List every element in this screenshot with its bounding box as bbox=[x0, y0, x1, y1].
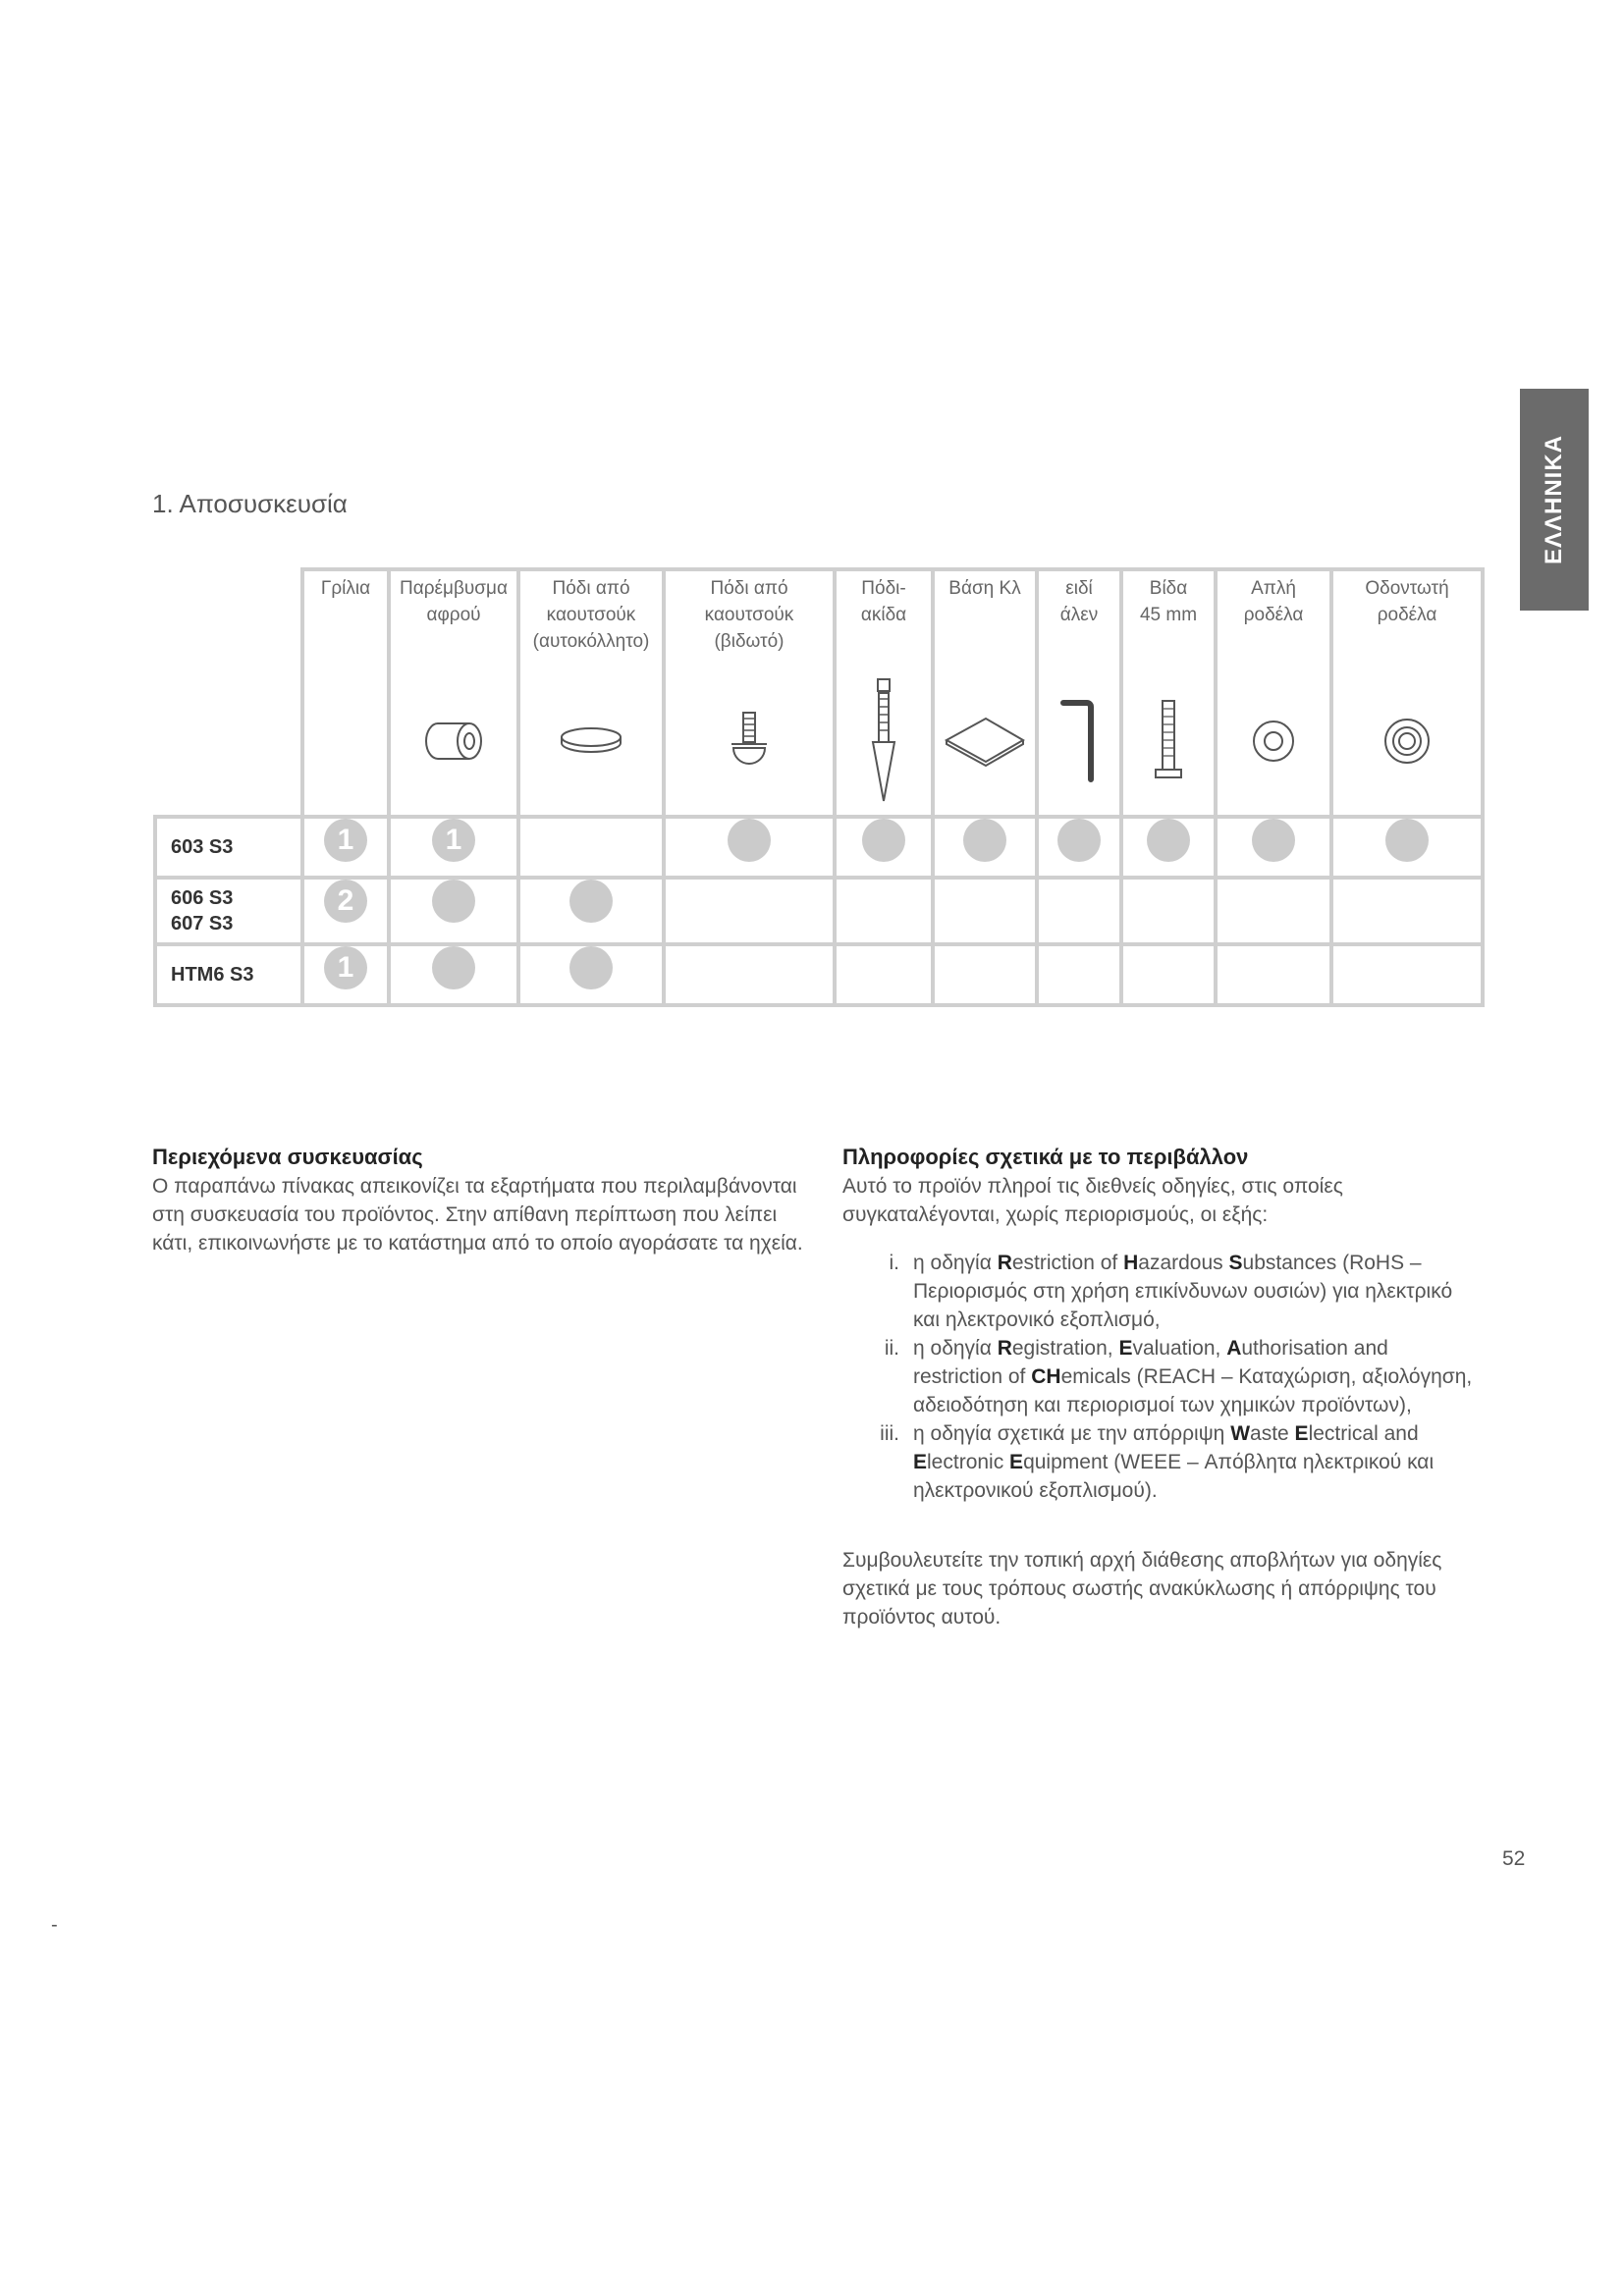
cell-content bbox=[837, 819, 931, 862]
base-plate-icon bbox=[935, 667, 1035, 815]
directive-fragment: ubstances (RoHS – Περιορισμός στη χρήση επικίνδυνων ουσιών) για ηλεκτρικό και ηλεκτρονικό εξοπλισμό, bbox=[913, 1252, 1453, 1331]
column-header bbox=[1218, 567, 1333, 819]
column-label-line: Παρέμβυσμα bbox=[400, 578, 508, 599]
model-label bbox=[153, 880, 304, 946]
spike-foot-icon bbox=[837, 667, 931, 815]
column-label bbox=[1218, 571, 1329, 667]
table-cell bbox=[1218, 819, 1333, 880]
included-dot bbox=[1057, 819, 1101, 862]
language-tab bbox=[1520, 389, 1589, 611]
column-label bbox=[520, 571, 662, 667]
column-label bbox=[1123, 571, 1214, 667]
quantity-badge: 1 bbox=[324, 946, 367, 989]
directive-fragment: egistration, bbox=[1011, 1337, 1119, 1360]
column-label-line: καουτσούκ bbox=[546, 605, 636, 625]
cell-content bbox=[1123, 819, 1214, 862]
directive-initial: W bbox=[1230, 1422, 1251, 1445]
parts-table-wrapper bbox=[153, 567, 1485, 1007]
table-cell bbox=[935, 946, 1039, 1007]
table-cell bbox=[1333, 880, 1485, 946]
section-title: 1. Αποσυσκευσία bbox=[152, 489, 348, 518]
cell-content bbox=[304, 819, 387, 862]
contents-body: Ο παραπάνω πίνακας απεικονίζει τα εξαρτήματα που περιλαμβάνονται στη συσκευασία του προϊόντος. Στην απίθανη περίπτωση που λείπει κάτι, επικοινωνήστε με το κατάστημα από το οποίο αγοράσατε τα ηχεία. bbox=[152, 1175, 803, 1255]
column-label bbox=[666, 571, 833, 667]
table-cell bbox=[1039, 880, 1123, 946]
directive-initial: E bbox=[1294, 1422, 1309, 1445]
included-dot bbox=[432, 946, 475, 989]
directive-text bbox=[913, 1419, 1481, 1505]
column-label-line: Πόδι- bbox=[861, 578, 906, 599]
directive-item bbox=[842, 1334, 1481, 1419]
cell-content bbox=[304, 946, 387, 989]
directive-initial: R bbox=[997, 1252, 1012, 1274]
directive-fragment: quipment (WEEE – Απόβλητα ηλεκτρικού και ηλεκτρονικού εξοπλισμού). bbox=[913, 1451, 1435, 1502]
included-dot bbox=[1252, 819, 1295, 862]
included-dot bbox=[728, 819, 771, 862]
table-row bbox=[153, 946, 1485, 1007]
directive-text bbox=[913, 1334, 1481, 1419]
grille-icon bbox=[304, 667, 387, 815]
column-label-line: αφρού bbox=[426, 605, 481, 625]
table-cell bbox=[666, 819, 837, 880]
column-label-line: 45 mm bbox=[1139, 605, 1198, 625]
allen-key-icon bbox=[1039, 667, 1119, 815]
directive-fragment: valuation, bbox=[1132, 1337, 1227, 1360]
column-header bbox=[1333, 567, 1485, 819]
column-label-line: άλεν bbox=[1059, 605, 1099, 625]
directive-initial: E bbox=[913, 1451, 928, 1473]
plain-washer-icon bbox=[1218, 667, 1329, 815]
environment-heading: Πληροφορίες σχετικά με το περιβάλλον bbox=[842, 1145, 1249, 1169]
directive-fragment: emicals (REACH – Καταχώριση, αξιολόγηση, αδειοδότηση και περιορισμοί των χημικών προϊόντων), bbox=[913, 1365, 1473, 1416]
table-cell bbox=[520, 819, 666, 880]
toothed-washer-icon bbox=[1333, 667, 1481, 815]
cell-content bbox=[391, 819, 516, 862]
column-label-line: Οδοντωτή bbox=[1365, 578, 1449, 599]
table-cell bbox=[1218, 946, 1333, 1007]
quantity-badge: 1 bbox=[324, 819, 367, 862]
contents-section bbox=[152, 1143, 810, 1257]
cell-content bbox=[1218, 819, 1329, 862]
column-label bbox=[837, 571, 931, 667]
directive-initial: E bbox=[1118, 1337, 1133, 1360]
table-cell bbox=[391, 880, 520, 946]
table-cell bbox=[520, 880, 666, 946]
cell-content bbox=[304, 880, 387, 923]
directive-item bbox=[842, 1249, 1481, 1334]
cell-content bbox=[520, 946, 662, 989]
directive-initial: E bbox=[1009, 1451, 1024, 1473]
directive-initial: S bbox=[1228, 1252, 1243, 1274]
contents-heading: Περιεχόμενα συσκευασίας bbox=[152, 1145, 423, 1169]
model-name: HTM6 S3 bbox=[171, 964, 254, 986]
cell-content bbox=[935, 819, 1035, 862]
table-cell bbox=[666, 946, 837, 1007]
directive-fragment: azardous bbox=[1138, 1252, 1229, 1274]
directive-fragment: η οδηγία σχετικά με την απόρριψη bbox=[913, 1422, 1231, 1445]
table-cell bbox=[1039, 946, 1123, 1007]
directive-fragment: η οδηγία bbox=[913, 1252, 998, 1274]
parts-table-header bbox=[153, 567, 1485, 819]
model-label bbox=[153, 819, 304, 880]
table-cell bbox=[935, 880, 1039, 946]
model-name: 603 S3 bbox=[171, 836, 234, 858]
model-name: 606 S3 bbox=[171, 887, 234, 909]
column-header bbox=[520, 567, 666, 819]
environment-section bbox=[842, 1143, 1481, 1631]
directive-fragment: uthorisation and restriction of bbox=[913, 1337, 1388, 1388]
directive-fragment: aste bbox=[1250, 1422, 1295, 1445]
table-cell bbox=[520, 946, 666, 1007]
cell-content bbox=[1333, 819, 1481, 862]
column-label-line: (βιδωτό) bbox=[714, 631, 785, 652]
column-label-line: Πόδι από bbox=[710, 578, 788, 599]
directive-initial: CH bbox=[1031, 1365, 1061, 1388]
column-header bbox=[837, 567, 935, 819]
cell-content bbox=[1039, 819, 1119, 862]
directive-fragment: estriction of bbox=[1011, 1252, 1124, 1274]
column-label-line: Βάση Κλ bbox=[948, 578, 1021, 599]
directive-number: ii. bbox=[884, 1337, 899, 1360]
language-tab-label: ΕΛΛΗΝΙΚΑ bbox=[1541, 434, 1567, 565]
model-name: 607 S3 bbox=[171, 913, 234, 934]
parts-table bbox=[153, 567, 1485, 1007]
table-cell bbox=[1123, 946, 1218, 1007]
table-cell bbox=[666, 880, 837, 946]
column-label bbox=[304, 571, 387, 667]
table-cell bbox=[935, 819, 1039, 880]
cell-content bbox=[391, 946, 516, 989]
column-label-line: Γρίλια bbox=[320, 578, 371, 599]
quantity-badge: 2 bbox=[324, 880, 367, 923]
screw-icon bbox=[1123, 667, 1214, 815]
table-cell bbox=[304, 946, 391, 1007]
directive-fragment: η οδηγία bbox=[913, 1337, 998, 1360]
rubber-foot-adhesive-icon bbox=[520, 667, 662, 815]
environment-intro: Αυτό το προϊόν πληροί τις διεθνείς οδηγίες, στις οποίες συγκαταλέγονται, χωρίς περιορισμούς, οι εξής: bbox=[842, 1175, 1343, 1226]
model-label bbox=[153, 946, 304, 1007]
column-header bbox=[1039, 567, 1123, 819]
directive-fragment: lectronic bbox=[927, 1451, 1010, 1473]
column-header bbox=[304, 567, 391, 819]
directive-text bbox=[913, 1249, 1481, 1334]
directive-initial: A bbox=[1226, 1337, 1242, 1360]
table-cell bbox=[837, 819, 935, 880]
column-label-line: ειδί bbox=[1065, 578, 1093, 599]
directive-number: iii. bbox=[880, 1422, 899, 1445]
column-header bbox=[935, 567, 1039, 819]
included-dot bbox=[862, 819, 905, 862]
table-cell bbox=[1333, 946, 1485, 1007]
column-label-line: Πόδι από bbox=[552, 578, 630, 599]
included-dot bbox=[1385, 819, 1429, 862]
table-cell bbox=[1333, 819, 1485, 880]
column-label bbox=[935, 571, 1035, 667]
rubber-foot-screw-icon bbox=[666, 667, 833, 815]
table-cell bbox=[391, 946, 520, 1007]
included-dot bbox=[569, 880, 613, 923]
directive-initial: R bbox=[997, 1337, 1012, 1360]
column-header bbox=[391, 567, 520, 819]
column-label-line: Βίδα bbox=[1149, 578, 1188, 599]
table-cell bbox=[1123, 819, 1218, 880]
quantity-badge: 1 bbox=[432, 819, 475, 862]
table-cell bbox=[837, 880, 935, 946]
directive-number: i. bbox=[889, 1252, 899, 1274]
column-label-line: (αυτοκόλλητο) bbox=[532, 631, 650, 652]
footer-mark: - bbox=[51, 1914, 58, 1936]
column-label-line: ακίδα bbox=[860, 605, 907, 625]
cell-content bbox=[520, 880, 662, 923]
column-label-line: καουτσούκ bbox=[704, 605, 794, 625]
environment-outro: Συμβουλευτείτε την τοπική αρχή διάθεσης αποβλήτων για οδηγίες σχετικά με τους τρόπους σωστής ανακύκλωσης ή απόρριψης του προϊόντος αυτού. bbox=[842, 1549, 1442, 1629]
directive-initial: H bbox=[1123, 1252, 1139, 1274]
column-label-line: ροδέλα bbox=[1377, 605, 1437, 625]
table-row bbox=[153, 880, 1485, 946]
table-cell bbox=[304, 880, 391, 946]
included-dot bbox=[963, 819, 1006, 862]
included-dot bbox=[569, 946, 613, 989]
table-row bbox=[153, 819, 1485, 880]
column-header bbox=[666, 567, 837, 819]
table-cell bbox=[1218, 880, 1333, 946]
column-label bbox=[1039, 571, 1119, 667]
included-dot bbox=[1147, 819, 1190, 862]
column-label bbox=[391, 571, 516, 667]
table-cell bbox=[837, 946, 935, 1007]
cell-content bbox=[666, 819, 833, 862]
column-label-line: ροδέλα bbox=[1243, 605, 1304, 625]
header-corner bbox=[153, 567, 304, 819]
directive-item bbox=[842, 1419, 1481, 1505]
directive-list bbox=[842, 1249, 1481, 1505]
column-label bbox=[1333, 571, 1481, 667]
table-cell bbox=[1123, 880, 1218, 946]
cell-content bbox=[391, 880, 516, 923]
page-number: 52 bbox=[1502, 1847, 1526, 1870]
table-cell bbox=[1039, 819, 1123, 880]
foam-pad-icon bbox=[391, 667, 516, 815]
directive-fragment: lectrical and bbox=[1308, 1422, 1419, 1445]
column-header bbox=[1123, 567, 1218, 819]
table-cell bbox=[391, 819, 520, 880]
column-label-line: Απλή bbox=[1251, 578, 1296, 599]
included-dot bbox=[432, 880, 475, 923]
table-cell bbox=[304, 819, 391, 880]
